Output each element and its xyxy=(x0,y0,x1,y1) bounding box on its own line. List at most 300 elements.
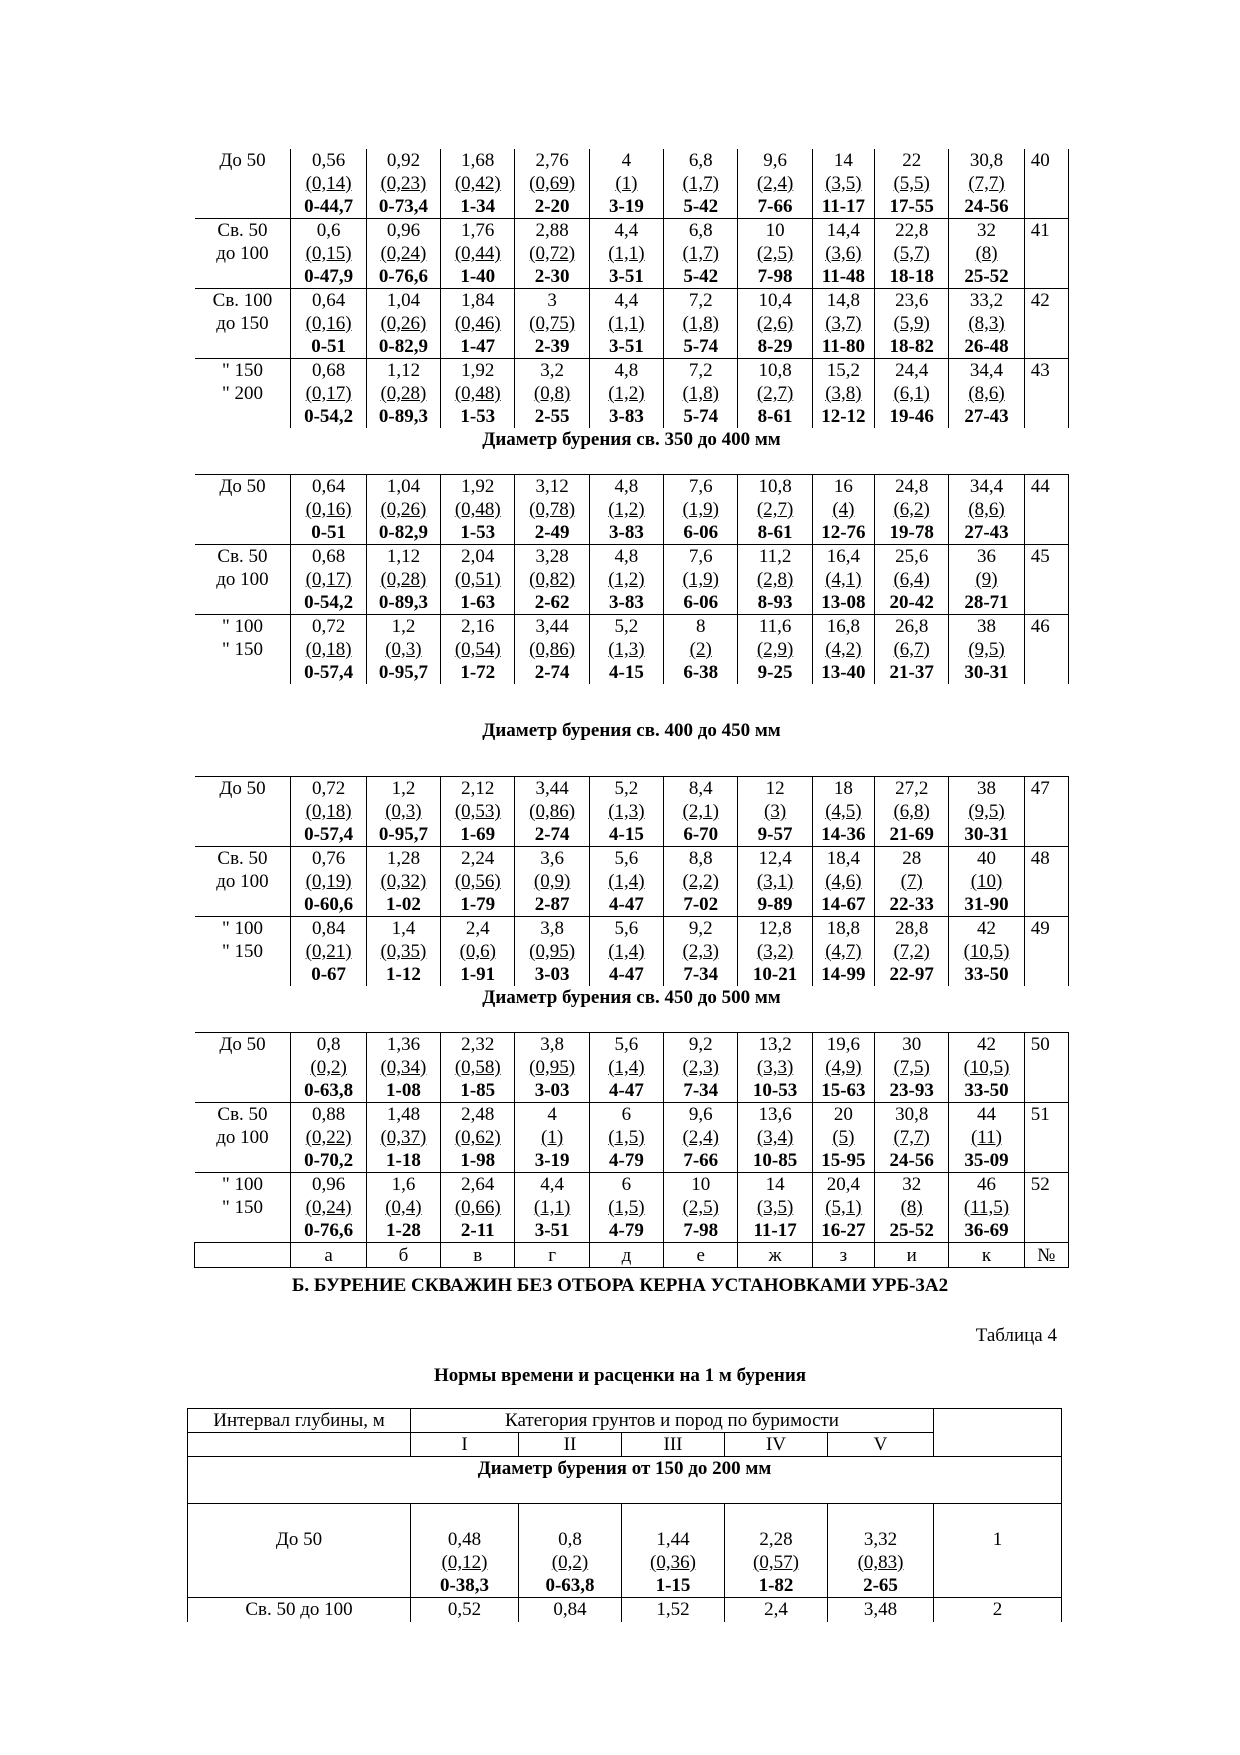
interval-label: До 50 xyxy=(219,476,266,497)
crew-time: (0,44) xyxy=(454,243,501,264)
rate: 22-97 xyxy=(889,964,934,985)
interval-label: До 50 xyxy=(219,778,266,799)
value-cell xyxy=(738,219,812,289)
crew-time: (1,4) xyxy=(608,871,645,892)
rate: 3-83 xyxy=(609,522,644,543)
crew-time: (8,3) xyxy=(968,313,1005,334)
time-norm: 16,4 xyxy=(826,546,861,567)
time-norm: 1,04 xyxy=(386,290,421,311)
value-cell xyxy=(366,777,440,847)
crew-time: (8,6) xyxy=(968,499,1005,520)
time-norm: 1,12 xyxy=(386,546,421,567)
crew-time: (2,3) xyxy=(682,1057,719,1078)
rate: 0-95,7 xyxy=(378,824,428,845)
rate: 28-71 xyxy=(964,592,1009,613)
rate: 30-31 xyxy=(964,662,1009,683)
time-norm: 23,6 xyxy=(895,290,929,311)
interval-label: Св. 50 xyxy=(217,848,268,869)
rate: 2-39 xyxy=(534,336,570,357)
row-number: 52 xyxy=(1024,1173,1068,1243)
interval-label: " 100 xyxy=(221,1174,263,1195)
time-norm: 16,8 xyxy=(826,616,861,637)
crew-time: (0,4) xyxy=(385,1197,422,1218)
rate: 24-56 xyxy=(964,196,1009,217)
time-norm: 2,24 xyxy=(461,848,495,869)
time-norm: 12,8 xyxy=(758,918,792,939)
rate: 7-34 xyxy=(683,964,719,985)
crew-time: (0,2) xyxy=(310,1057,347,1078)
crew-time: (1,1) xyxy=(608,313,645,334)
value-cell xyxy=(664,1173,738,1243)
value-cell xyxy=(875,917,949,987)
interval-label: " 150 xyxy=(221,360,263,381)
time-norm: 2,64 xyxy=(461,1174,495,1195)
rate: 10-53 xyxy=(752,1080,798,1101)
time-norm: 4,4 xyxy=(614,290,639,311)
time-norm: 7,6 xyxy=(688,546,713,567)
crew-time: (0,24) xyxy=(380,243,427,264)
value-cell xyxy=(738,475,812,545)
interval-cell xyxy=(195,615,291,685)
crew-time: (1,3) xyxy=(608,801,645,822)
time-norm: 42 xyxy=(977,918,997,939)
time-norm: 25,6 xyxy=(895,546,929,567)
time-norm: 13,6 xyxy=(758,1104,792,1125)
column-letter-blank xyxy=(195,1243,291,1268)
value-cell xyxy=(812,1173,874,1243)
value-cell xyxy=(949,475,1024,545)
table-row xyxy=(195,149,1069,219)
value-cell xyxy=(664,917,738,987)
value-cell xyxy=(366,847,440,917)
row-number: 1 xyxy=(934,1504,1062,1598)
value-cell xyxy=(589,545,663,615)
time-norm: 3 xyxy=(547,290,557,311)
time-norm: 20,4 xyxy=(826,1174,861,1195)
interval-label: До 50 xyxy=(219,150,266,171)
value-cell xyxy=(441,149,515,219)
value-cell xyxy=(515,289,589,359)
table-title: Нормы времени и расценки на 1 м бурения xyxy=(433,1365,807,1386)
time-norm: 9,6 xyxy=(763,150,787,171)
value-cell xyxy=(949,545,1024,615)
crew-time: (7,2) xyxy=(893,941,930,962)
value-cell xyxy=(291,359,366,429)
rate: 0-89,3 xyxy=(378,406,428,427)
time-norm: 1,44 xyxy=(656,1529,690,1550)
time-norm: 5,2 xyxy=(614,778,639,799)
value-cell xyxy=(738,359,812,429)
rate: 13-08 xyxy=(821,592,866,613)
crew-time: (0,26) xyxy=(380,313,427,334)
table-row xyxy=(195,1173,1069,1243)
value-cell xyxy=(738,847,812,917)
value-cell xyxy=(875,1173,949,1243)
rate: 0-54,2 xyxy=(304,406,354,427)
rate: 0-38,3 xyxy=(439,1575,490,1596)
interval-label: Св. 100 xyxy=(212,290,273,311)
value-cell xyxy=(441,1103,515,1173)
crew-time: (1,7) xyxy=(682,243,719,264)
value-cell xyxy=(366,545,440,615)
time-norm: 2,16 xyxy=(461,616,495,637)
interval-cell xyxy=(195,149,291,219)
diameter-heading: Диаметр бурения св. 400 до 450 мм xyxy=(482,719,781,741)
rate: 0-63,8 xyxy=(545,1575,595,1596)
value-cell xyxy=(949,1033,1024,1103)
time-norm: 0,68 xyxy=(311,546,346,567)
rate: 25-52 xyxy=(964,266,1009,287)
crew-time: (0,16) xyxy=(305,499,352,520)
rate: 11-48 xyxy=(821,266,866,287)
crew-time: (1,4) xyxy=(608,941,645,962)
rate: 0-51 xyxy=(311,336,347,357)
value-cell xyxy=(949,149,1024,219)
time-norm: 2,4 xyxy=(465,918,490,939)
time-norm: 16 xyxy=(833,476,853,497)
rate: 7-98 xyxy=(683,1220,719,1241)
value-cell xyxy=(515,149,589,219)
rate: 2-65 xyxy=(863,1575,898,1596)
crew-time: (1,7) xyxy=(682,173,719,194)
interval-label: " 200 xyxy=(221,383,263,404)
value-cell xyxy=(812,219,874,289)
crew-time: (0,34) xyxy=(380,1057,427,1078)
time-norm: 3,12 xyxy=(535,476,569,497)
crew-time: (10,5) xyxy=(963,941,1010,962)
rate: 0-51 xyxy=(311,522,347,543)
value-cell xyxy=(519,1504,622,1598)
value-cell xyxy=(664,359,738,429)
time-norm: 0,96 xyxy=(311,1174,346,1195)
crew-time: (0,26) xyxy=(380,499,427,520)
rate: 0-63,8 xyxy=(304,1080,354,1101)
time-norm: 1,92 xyxy=(461,476,495,497)
value-cell xyxy=(949,289,1024,359)
time-norm: 2,12 xyxy=(461,778,495,799)
table-row xyxy=(195,615,1069,685)
time-norm: 7,2 xyxy=(688,290,713,311)
value-cell xyxy=(664,847,738,917)
crew-time: (0,69) xyxy=(529,173,576,194)
diameter-heading: Диаметр бурения св. 350 до 400 мм xyxy=(482,429,781,450)
value-cell xyxy=(949,359,1024,429)
crew-time: (0,86) xyxy=(529,801,576,822)
time-norm: 9,2 xyxy=(688,918,713,939)
table-row xyxy=(195,545,1069,615)
time-norm: 2,88 xyxy=(535,220,569,241)
value-cell xyxy=(738,777,812,847)
time-norm: 5,2 xyxy=(614,616,639,637)
crew-time: (2,1) xyxy=(682,801,719,822)
crew-time: (7,7) xyxy=(893,1127,930,1148)
time-norm: 0,84 xyxy=(311,918,346,939)
time-norm: 0,6 xyxy=(316,220,341,241)
crew-time: (2,4) xyxy=(756,173,794,194)
rate: 9-25 xyxy=(757,662,793,683)
rate: 1-47 xyxy=(460,336,496,357)
rate: 0-82,9 xyxy=(378,522,428,543)
interval-label: " 100 xyxy=(221,918,263,939)
value-cell xyxy=(589,475,663,545)
category-i: I xyxy=(411,1433,519,1457)
crew-time: (0,58) xyxy=(454,1057,501,1078)
crew-time: (1,5) xyxy=(608,1197,645,1218)
rate: 0-67 xyxy=(311,964,347,985)
column-letter: з xyxy=(812,1243,874,1268)
value-cell xyxy=(441,289,515,359)
value-cell xyxy=(366,1173,440,1243)
value-cell xyxy=(366,289,440,359)
value-cell xyxy=(812,917,874,987)
interval-cell: Св. 50 до 100 xyxy=(188,1598,411,1623)
value-cell xyxy=(664,149,738,219)
crew-time: (6,4) xyxy=(893,569,930,590)
rate: 11-17 xyxy=(753,1220,797,1241)
value-cell xyxy=(738,615,812,685)
crew-time: (0,17) xyxy=(305,383,352,404)
time-norm: 0,96 xyxy=(386,220,421,241)
time-norm: 1,76 xyxy=(461,220,495,241)
time-norm: 15,2 xyxy=(826,360,861,381)
time-norm: 4,8 xyxy=(614,476,639,497)
rate: 7-02 xyxy=(683,894,719,915)
rate: 12-12 xyxy=(821,406,866,427)
table-row xyxy=(195,289,1069,359)
time-norm: 2,28 xyxy=(759,1529,793,1550)
value-cell xyxy=(812,149,874,219)
time-norm: 20 xyxy=(833,1104,853,1125)
value-cell xyxy=(812,1033,874,1103)
value-cell xyxy=(738,289,812,359)
value-cell: 0,84 xyxy=(519,1598,622,1623)
rate: 1-79 xyxy=(460,894,496,915)
time-norm: 8,4 xyxy=(688,778,713,799)
time-norm: 32 xyxy=(977,220,997,241)
crew-time: (10) xyxy=(970,871,1003,892)
rate: 5-74 xyxy=(683,406,719,427)
rate: 16-27 xyxy=(821,1220,866,1241)
value-cell xyxy=(664,289,738,359)
time-norm: 3,8 xyxy=(540,918,564,939)
time-norm: 27,2 xyxy=(895,778,929,799)
value-cell xyxy=(441,545,515,615)
time-norm: 0,72 xyxy=(311,778,346,799)
row-number: 47 xyxy=(1024,777,1068,847)
value-cell xyxy=(664,1103,738,1173)
crew-time: (8) xyxy=(975,243,998,264)
time-norm: 11,6 xyxy=(758,616,792,637)
rate: 6-70 xyxy=(683,824,719,845)
crew-time: (5,1) xyxy=(825,1197,862,1218)
rate: 0-76,6 xyxy=(304,1220,354,1241)
rate: 1-18 xyxy=(386,1150,421,1171)
value-cell xyxy=(291,1033,366,1103)
rate: 1-15 xyxy=(655,1575,691,1596)
value-cell xyxy=(664,615,738,685)
value-cell xyxy=(589,917,663,987)
time-norm: 4,4 xyxy=(540,1174,564,1195)
crew-time: (0,28) xyxy=(380,383,427,404)
value-cell xyxy=(589,615,663,685)
time-norm: 0,48 xyxy=(447,1529,482,1550)
value-cell xyxy=(664,545,738,615)
time-norm: 0,92 xyxy=(386,150,421,171)
value-cell xyxy=(812,777,874,847)
crew-time: (1,8) xyxy=(682,383,719,404)
value-cell xyxy=(738,149,812,219)
time-norm: 38 xyxy=(977,616,997,637)
value-cell xyxy=(441,917,515,987)
value-cell xyxy=(441,359,515,429)
time-norm: 0,76 xyxy=(311,848,346,869)
value-cell xyxy=(291,219,366,289)
interval-cell xyxy=(195,545,291,615)
rate: 3-83 xyxy=(609,592,644,613)
rate: 0-82,9 xyxy=(378,336,428,357)
rate: 0-57,4 xyxy=(304,662,354,683)
rate: 0-60,6 xyxy=(304,894,354,915)
rate: 3-03 xyxy=(534,1080,570,1101)
value-cell xyxy=(515,359,589,429)
interval-label: До 50 xyxy=(219,1034,266,1055)
crew-time: (2,6) xyxy=(756,313,794,334)
crew-time: (2,7) xyxy=(756,499,794,520)
value-cell: 0,52 xyxy=(411,1598,519,1623)
crew-time: (5) xyxy=(832,1127,855,1148)
row-number: 45 xyxy=(1024,545,1068,615)
interval-cell xyxy=(195,777,291,847)
value-cell xyxy=(875,777,949,847)
time-norm: 33,2 xyxy=(969,290,1004,311)
diameter-heading: Диаметр бурения св. 450 до 500 мм xyxy=(482,987,781,1008)
value-cell xyxy=(291,1103,366,1173)
value-cell xyxy=(738,1103,812,1173)
crew-time: (1,9) xyxy=(682,499,719,520)
header-number xyxy=(934,1409,1062,1457)
crew-time: (7,7) xyxy=(968,173,1005,194)
value-cell xyxy=(875,475,949,545)
value-cell xyxy=(949,917,1024,987)
rate: 3-51 xyxy=(609,266,644,287)
column-letter-number: № xyxy=(1024,1243,1068,1268)
crew-time: (6,7) xyxy=(893,639,930,660)
time-norm: 1,2 xyxy=(391,616,416,637)
value-cell xyxy=(875,1033,949,1103)
time-norm: 1,4 xyxy=(391,918,416,939)
value-cell xyxy=(515,917,589,987)
interval-label: Св. 50 xyxy=(217,1104,268,1125)
crew-time: (11) xyxy=(971,1127,1002,1148)
row-number: 50 xyxy=(1024,1033,1068,1103)
time-norm: 2,04 xyxy=(461,546,495,567)
header-category: Категория грунтов и пород по буримости xyxy=(411,1409,934,1433)
interval-label: до 100 xyxy=(216,243,269,264)
time-norm: 28,8 xyxy=(895,918,929,939)
time-norm: 5,6 xyxy=(614,848,639,869)
rate: 2-11 xyxy=(460,1220,495,1241)
time-norm: 6,8 xyxy=(688,150,713,171)
rate: 4-47 xyxy=(609,964,644,985)
value-cell: 3,48 xyxy=(828,1598,934,1623)
rate: 21-37 xyxy=(889,662,934,683)
rate: 15-95 xyxy=(821,1150,866,1171)
value-cell xyxy=(949,1173,1024,1243)
column-letter: и xyxy=(875,1243,949,1268)
crew-time: (4,6) xyxy=(825,871,862,892)
crew-time: (4,2) xyxy=(825,639,862,660)
value-cell xyxy=(589,1173,663,1243)
time-norm: 4,8 xyxy=(614,360,639,381)
rate: 19-46 xyxy=(889,406,934,427)
crew-time: (0,51) xyxy=(454,569,501,590)
time-norm: 1,04 xyxy=(386,476,421,497)
value-cell xyxy=(875,545,949,615)
interval-cell xyxy=(195,219,291,289)
table-label: Таблица 4 xyxy=(975,1325,1057,1346)
crew-time: (1,2) xyxy=(608,569,645,590)
value-cell xyxy=(515,219,589,289)
crew-time: (3,2) xyxy=(756,941,794,962)
time-norm: 8,8 xyxy=(688,848,713,869)
time-norm: 9,2 xyxy=(688,1034,713,1055)
value-cell xyxy=(664,219,738,289)
value-cell xyxy=(589,149,663,219)
rate: 18-82 xyxy=(889,336,934,357)
rate: 20-42 xyxy=(889,592,934,613)
interval-cell xyxy=(188,1504,411,1598)
time-norm: 3,44 xyxy=(535,616,569,637)
crew-time: (1,3) xyxy=(608,639,645,660)
row-number: 46 xyxy=(1024,615,1068,685)
rate: 9-89 xyxy=(757,894,793,915)
category-iv: IV xyxy=(725,1433,828,1457)
time-norm: 3,2 xyxy=(540,360,564,381)
value-cell xyxy=(291,847,366,917)
rate: 5-74 xyxy=(683,336,719,357)
table-row xyxy=(195,475,1069,545)
crew-time: (0,12) xyxy=(441,1552,488,1573)
time-norm: 10,8 xyxy=(758,360,792,381)
time-norm: 3,28 xyxy=(535,546,569,567)
rate: 27-43 xyxy=(964,522,1009,543)
rate: 3-51 xyxy=(609,336,644,357)
time-norm: 36 xyxy=(977,546,997,567)
crew-time: (5,5) xyxy=(893,173,930,194)
crew-time: (0,53) xyxy=(454,801,501,822)
value-cell xyxy=(411,1504,519,1598)
rate: 33-50 xyxy=(964,964,1009,985)
crew-time: (0,2) xyxy=(551,1552,589,1573)
table-row xyxy=(195,1103,1069,1173)
rate: 0-57,4 xyxy=(304,824,354,845)
crew-time: (0,18) xyxy=(305,639,352,660)
value-cell xyxy=(515,545,589,615)
interval-cell xyxy=(195,289,291,359)
crew-time: (3,1) xyxy=(756,871,794,892)
column-letter: б xyxy=(366,1243,440,1268)
crew-time: (2,8) xyxy=(756,569,794,590)
rate: 1-72 xyxy=(460,662,496,683)
rate: 1-02 xyxy=(386,894,421,915)
crew-time: (0,35) xyxy=(380,941,427,962)
rate: 11-80 xyxy=(821,336,866,357)
value-cell xyxy=(664,777,738,847)
time-norm: 1,48 xyxy=(386,1104,421,1125)
rate: 14-36 xyxy=(821,824,866,845)
time-norm: 1,68 xyxy=(461,150,495,171)
time-norm: 18,8 xyxy=(826,918,861,939)
